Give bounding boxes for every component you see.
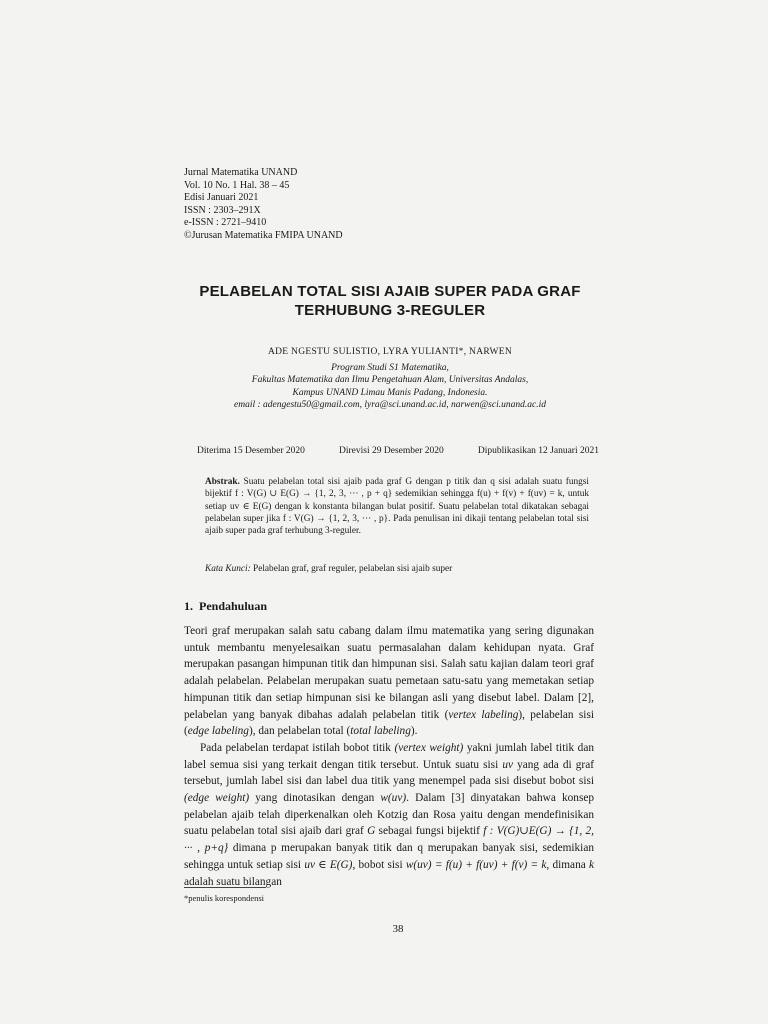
italic-run: (vertex weight) — [394, 741, 464, 754]
math-run: w(uv) — [380, 792, 407, 805]
italic-run: total labeling — [350, 725, 411, 738]
publication-dates — [197, 446, 599, 456]
text-run: yang dinotasikan dengan — [249, 792, 381, 805]
date-revised: Direvisi 29 Desember 2020 — [339, 446, 444, 456]
affiliation-email: email : adengestu50@gmail.com, lyra@sci.unand.ac.id, narwen@sci.unand.ac.id — [234, 399, 546, 410]
text-run: ), dan pelabelan total ( — [248, 725, 351, 738]
body-text — [184, 623, 594, 890]
text-run: Teori graf merupakan salah satu cabang dalam ilmu matematika yang sering digunakan untuk membantu menyelesaikan suatu permasalahan dalam kehidupan nyata. Graf merupakan pasangan himpunan titik dan himpunan sisi. Salah satu kajian dalam teori graf adalah pelabelan. Pelabelan merupakan suatu pemetaan satu-satu yang memetakan setiap himpunan titik dan setiap himpunan sisi ke bilangan asli yang disebut label. Dalam [2], pelabelan yang banyak dibahas adalah pelabelan titik ( — [184, 625, 594, 721]
paper-title — [130, 282, 650, 320]
keywords — [205, 564, 589, 574]
journal-eissn: e-ISSN : 2721–9410 — [184, 217, 267, 229]
journal-edition: Edisi Januari 2021 — [184, 192, 259, 204]
math-run: G — [367, 825, 376, 838]
italic-run: vertex labeling — [448, 708, 519, 721]
date-received: Diterima 15 Desember 2020 — [197, 446, 305, 456]
text-run: , dimana — [546, 858, 589, 871]
affiliation-program: Program Studi S1 Matematika, — [331, 363, 449, 373]
journal-name: Jurnal Matematika UNAND — [184, 167, 298, 178]
section-number: 1. — [184, 599, 193, 613]
math-run: f : V(G)∪E(G) → {1, 2, ··· , p+q} — [184, 825, 594, 855]
italic-run: (edge weight) — [184, 792, 250, 805]
date-published: Dipublikasikan 12 Januari 2021 — [477, 446, 599, 456]
text-run: , bobot sisi — [352, 858, 406, 871]
section-heading — [184, 599, 267, 614]
text-run: dimana p merupakan banyak titik dan q merupakan banyak sisi, sedemikian sehingga untuk setiap sisi — [184, 842, 594, 871]
page-number: 38 — [392, 923, 404, 935]
footnote-divider — [184, 887, 266, 888]
journal-volume: Vol. 10 No. 1 Hal. 38 – 45 — [184, 179, 290, 191]
abstract-text: Suatu pelabelan total sisi ajaib pada graf G dengan p titik dan q sisi adalah suatu fungsi bijektif f : V(G) ∪ E(G) → {1, 2, 3, ··· , p + q} sedemikian sehingga f(u) + f(v) + f(uv) = k, untuk setiap uv ∈ E(G) dengan k konstanta bilangan bulat positif. Suatu pelabelan total dikatakan sebagai pelabelan super jika f : V(G) → {1, 2, 3, ··· , p}. Pada penulisan ini dikaji tentang pelabelan total sisi ajaib super pada graf terhubung 3-reguler. — [205, 477, 590, 537]
math-run: uv ∈ E(G) — [304, 858, 353, 871]
paragraph-1 — [184, 623, 594, 740]
authors: ADE NGESTU SULISTIO, LYRA YULIANTI*, NARWEN — [267, 347, 513, 357]
title-line-2: TERHUBUNG 3-REGULER — [294, 302, 486, 319]
affiliation-campus: Kampus UNAND Limau Manis Padang, Indonesia. — [292, 387, 488, 398]
affiliation — [130, 362, 650, 411]
footnote: *penulis korespondensi — [184, 893, 265, 903]
math-run: w(uv) = f(u) + f(uv) + f(v) = k — [405, 858, 547, 871]
text-run: . Dalam [3] dinyatakan bahwa konsep pelabelan ajaib telah diperkenalkan oleh Kotzig dan Rosa yaitu dengan mendefinisikan suatu pelabelan total sisi ajaib dari graf — [184, 792, 594, 838]
section-title: Pendahuluan — [199, 599, 268, 613]
math-run: k — [589, 858, 595, 871]
title-line-1: PELABELAN TOTAL SISI AJAIB SUPER PADA GRAF — [199, 283, 581, 300]
text-run: ). — [410, 725, 418, 738]
abstract — [205, 476, 589, 537]
abstract-label: Abstrak. — [205, 477, 240, 487]
keywords-text: Pelabelan graf, graf reguler, pelabelan sisi ajaib super — [253, 564, 453, 574]
text-run: ), pelabelan sisi ( — [184, 708, 594, 738]
journal-issn: ISSN : 2303–291X — [184, 204, 261, 216]
journal-info — [184, 167, 343, 243]
text-run: yang ada di graf tersebut, jumlah label sisi dan label dua titik yang menempel pada sisi disebut bobot sisi — [184, 758, 594, 788]
math-run: uv — [502, 758, 513, 771]
text-run: adalah suatu bilangan — [184, 875, 282, 888]
affiliation-faculty: Fakultas Matematika dan Ilmu Pengetahuan Alam, Universitas Andalas, — [251, 375, 529, 386]
text-run: Pada pelabelan terdapat istilah bobot titik — [200, 741, 395, 754]
text-run: sebagai fungsi bijektif — [375, 825, 484, 838]
italic-run: edge labeling — [187, 725, 249, 738]
paragraph-2 — [184, 740, 594, 890]
keywords-label: Kata Kunci: — [205, 564, 251, 574]
journal-copyright: ©Jurusan Matematika FMIPA UNAND — [184, 229, 343, 241]
text-run: yakni jumlah label titik dan label semua sisi yang terkait dengan titik tersebut. Untuk suatu sisi — [184, 741, 594, 771]
